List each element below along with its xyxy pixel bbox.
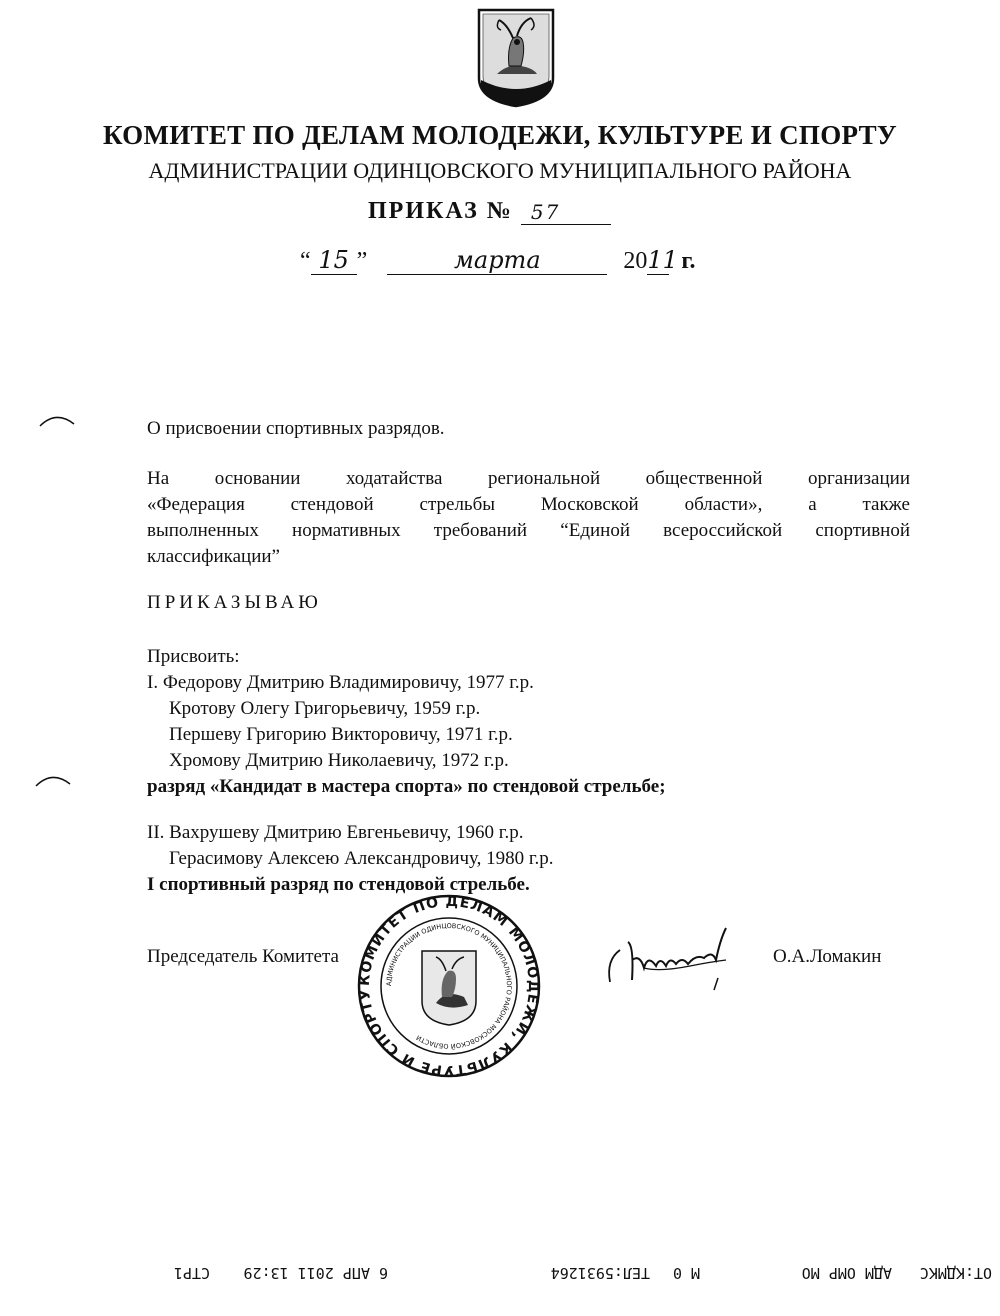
assign-label: Присвоить: bbox=[147, 646, 240, 667]
prikazyvayu-heading: ПРИКАЗЫВАЮ bbox=[147, 592, 322, 613]
handwritten-signature bbox=[600, 920, 740, 1000]
assignee-list-1 bbox=[147, 670, 666, 800]
basis-line: «Федерация стендовой стрельбы Московской области», а также bbox=[147, 494, 910, 515]
signer-position: Председатель Комитета bbox=[147, 946, 339, 967]
order-number: 57 bbox=[521, 200, 611, 225]
date-year-g: г. bbox=[681, 248, 696, 274]
punch-mark-top bbox=[38, 410, 78, 430]
date-month: марта bbox=[387, 246, 607, 275]
administration-subtitle: АДМИНИСТРАЦИИ ОДИНЦОВСКОГО МУНИЦИПАЛЬНОГО РАЙОНА bbox=[148, 158, 852, 183]
fax-org: АДМ ОМР МО bbox=[801, 1264, 892, 1282]
committee-title: КОМИТЕТ ПО ДЕЛАМ МОЛОДЕЖИ, КУЛЬТУРЕ И СПОРТУ bbox=[102, 120, 898, 150]
list-item: II. Вахрушеву Дмитрию Евгеньевичу, 1960 г.р. bbox=[147, 822, 524, 843]
fax-from: OT:КДМКС bbox=[919, 1264, 992, 1282]
date-year-suffix: 11 bbox=[647, 246, 678, 274]
order-subject: О присвоении спортивных разрядов. bbox=[147, 418, 445, 439]
basis-line: выполненных нормативных требований “Единой всероссийской спортивной bbox=[147, 520, 910, 541]
coat-of-arms-emblem bbox=[477, 8, 555, 108]
fax-tel: ТЕЛ:5931264 bbox=[550, 1264, 650, 1282]
fax-mode: M 0 bbox=[672, 1264, 700, 1282]
punch-mark-bottom bbox=[34, 770, 74, 790]
order-label: ПРИКАЗ № bbox=[368, 198, 513, 224]
date-day: 15 bbox=[311, 246, 357, 275]
date-year-prefix: 20 bbox=[623, 248, 648, 274]
list-item: I. Федорову Дмитрию Владимировичу, 1977 г.р. bbox=[147, 672, 534, 693]
fax-page: СТР1 bbox=[173, 1264, 210, 1282]
rank-line: I спортивный разряд по стендовой стрельбе. bbox=[147, 874, 530, 895]
rank-line: разряд «Кандидат в мастера спорта» по стендовой стрельбе; bbox=[147, 776, 666, 797]
list-item: Хромову Дмитрию Николаевичу, 1972 г.р. bbox=[169, 750, 509, 771]
assignee-list-2 bbox=[147, 820, 554, 898]
seal-outer-text: КОМИТЕТ ПО ДЕЛАМ МОЛОДЕЖИ, КУЛЬТУРЕ И СПОРТУ bbox=[356, 893, 542, 1079]
list-item: Герасимову Алексею Александровичу, 1980 г.р. bbox=[169, 848, 554, 869]
order-date: “ 15 ” марта 2011 г. bbox=[300, 246, 696, 274]
basis-paragraph bbox=[147, 466, 910, 570]
fax-date: 6 АПР 2011 13:29 bbox=[243, 1264, 388, 1282]
order-heading bbox=[368, 198, 611, 225]
list-item: Кротову Олегу Григорьевичу, 1959 г.р. bbox=[169, 698, 481, 719]
list-item: Першеву Григорию Викторовичу, 1971 г.р. bbox=[169, 724, 513, 745]
official-seal-stamp bbox=[356, 893, 542, 1079]
seal-inner-text: АДМИНИСТРАЦИИ ОДИНЦОВСКОГО МУНИЦИПАЛЬНОГО РАЙОНА МОСКОВСКОЙ ОБЛАСТИ bbox=[384, 921, 514, 1051]
signer-name: О.А.Ломакин bbox=[773, 946, 882, 967]
basis-line: классификации” bbox=[147, 546, 280, 567]
basis-line: На основании ходатайства региональной общественной организации bbox=[147, 468, 910, 489]
